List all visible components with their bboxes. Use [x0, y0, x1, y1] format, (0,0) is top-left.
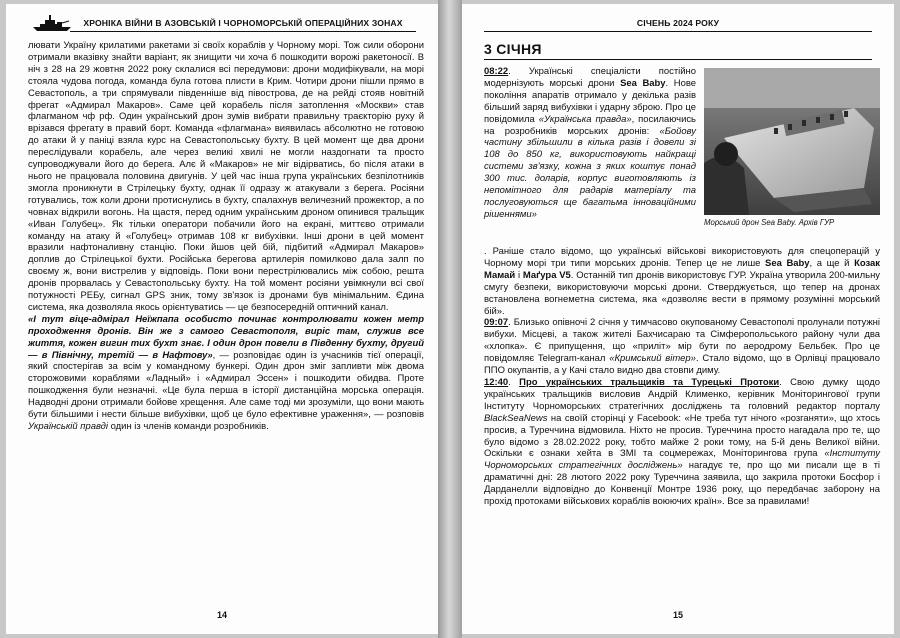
drone-name: Sea Baby — [765, 257, 810, 269]
right-page — [462, 4, 894, 634]
source-name: «Інституту Чорноморських стратегічних досліджень» — [484, 448, 880, 472]
drone-photo-illustration — [704, 68, 880, 215]
page-number: 14 — [216, 610, 227, 620]
entries-continued — [484, 246, 880, 508]
source-name: «Українська правда» — [538, 113, 632, 125]
entry-0907: 09:07. Близько опівночі 2 січня у тимчасово окупованому Севастополі пролунали потужні вибухи. Місцеві, а також жителі Бахчисараю та Сімферопольського району чули два «хлопка». Є припущення, що «приліт» мір бути по аеродрому Бельбек. Про це повідомляє Telegram-канал «Кримський вітер». Стало відомо, що в Орлівці працювало ППО окупантів, а у Качі стало видно два стовпи диму. — [484, 317, 881, 377]
source-name: Українській правді — [28, 421, 108, 432]
entry-0822: 08:22. Українські спеціалісти постійно модернізують морські дрони Sea Baby. Нове покоління апаратів отримало у декілька разів більший заряд вибухівки і ударну зброю. Про це повідомила «Українська правда», посилаючись на розробників морських дронів: «Бойову частину збільшили в кілька разів і довели зі 108 до 850 кг, використовують найкращі системи зв'язку, кожна з яких коштує понад 300 тис. доларів, корпус виготовляють із непомітного для радарів матеріалу та послуговуються ще багатьма інноваційними рішеннями» — [484, 66, 696, 220]
section-header — [484, 40, 872, 60]
drone-name: Sea Baby — [620, 77, 666, 89]
drone-name: Маґура V5 — [522, 269, 571, 281]
timestamp: 12:40 — [484, 376, 509, 388]
section-title: 3 СІЧНЯ — [484, 41, 542, 57]
running-head: ХРОНІКА ВІЙНИ В АЗОВСЬКІЙ І ЧОРНОМОРСЬКІЙ ОПЕРАЦІЙНИХ ЗОНАХ — [70, 16, 416, 32]
timestamp: 08:22 — [484, 66, 509, 77]
entry-1240: 12:40. Про українських тральщиків та Турецькі Протоки. Свою думку щодо українських тральщиків висловив Андрій Клименко, керівник Моніторингової групи Інституту Чорноморських стратегічних досліджень та головний редактор порталу BlackSeaNews на своїй сторінці у Facebook: «Не треба тут нічого «розганяти», що хтось просив, а Туреччина відмовила. Ніхто не просив. Туреччина просто нагадала про те, що було відомо з 28.02.2022 року, тобто майже 2 роки тому, на 5-й день Великої війни. Оскільки є ознаки хейта в ЗМІ та соцмережах, Моніторингова група «Інституту Чорноморських стратегічних досліджень» нагадує те, про що ми писали ще в ті драматичні дні: 28 лютого 2022 року Туреччина заявила, що закрила протоки Босфор і Дарданелли відповідно до Конвенції Монтре 1936 року, що передбачає заборону на прохід протоками військових кораблів воюючих країн». Все за правилами! — [484, 376, 880, 508]
quote: «Бойову частину збільшили в кілька разів і довели зі 108 до 850 кг, використовують найкращі системи зв'язку, кожна з яких коштує понад 300 тис. доларів, корпус виготовляють із непомітного для радарів матеріалу та послуговуються ще багатьма інноваційними рішеннями» — [484, 125, 696, 220]
drone-name: Козак Мамай — [484, 257, 881, 281]
entry-title: Про українських тральщиків та Турецькі Протоки — [519, 376, 780, 388]
paragraph: лювати Україну крилатими ракетами зі своїх кораблів у Чорному морі. Тож сили оборони отримали вказівку знайти варіант, як знищити чи хоча б пошкодити ворожі ракетоносії. В ніч з 28 на 29 жовтня 2022 року склалися всі передумови: дрони модифікували, на морі стояла чудова погода, команда була готова плисти в Крим. Чотири дрони пішли прямо в Севастополь, а три спрямували південніше від півострова, де на рейді стояв новітній фрегат «Адмирал Макаров». Саме цей корабель після затоплення «Москви» став флагманом чф рф. Один український дрон зумів вибрати правильну траєкторію руху й врізався фрегату в правий борт. Команда «флагмана» виявилась абсолютно не готовою до атаки й у паніці взяла курс на Севастопольську бухту. В цей момент ще два дрони переслідували корабель, але через великі хвилі не могли наздогнати та просто супроводжували його до берега. Алє й «Макаров» не міг відірватись, бо після атаки в нього не працювала половина двигунів. У цей час інша група українських безпілотників змогла проникнути в Стрілецьку бухту, однак її одразу ж атакували з берега. Росіяни готувались, тож коли дрони протиснулись в бухту, спалахнув величезний прожектор, а по човнах відкрили вогонь. На щастя, перед одним українським дроном опинився тральщик «Иван Голубец». Як тільки оператори побачили його на екрані, миттєво отримали команду на атаку й «Голубец» отримав 108 кг вибухівки. Інші дрони в цей момент вразили нафтоналивну станцію. Поки йшов цей бій, підбитий «Адмирал Макаров» доплив до Стрілецької бухти. Російська берегова артилерія помилково дала залп по своєму ж, вони вистрелив у відповідь. Поки вони перестрілювались між собою, решта дронів прорвалась у Севастопольську бухту. На той момент росіяни увімкнули всі свої потужності РЕБу, сигнал GPS зник, тому зв'язок із дронами був мінімальним. Єдина система, яка дозволяла якось орієнтуватись — це безпосередній оптичний канал. — [28, 40, 424, 313]
book-spine — [438, 0, 462, 638]
sea-baby-drone-photo — [704, 68, 880, 215]
photo-caption: Морський дрон Sea Baby. Архів ГУР — [704, 218, 835, 227]
running-head: СІЧЕНЬ 2024 РОКУ — [484, 16, 872, 32]
paragraph: «І тут віце-адмірал Неїжпапа особисто починає контролювати кожен метр проходження дронів. Він же з самого Севастополя, виріс там, служив все життя, кожен вигин тих бухт знає. І один дрон повели в Південну бухту, другий — в Північну, третій — в Нафтову», — розповідає один із учасників тієї операції, який спостерігав за всім у командному бункері. Один дрон зміг запливти між двома сторожовими кораблями «Ладный» і «Адмирал Эссен» і пошкодити обидва. Проте пошкодження були незначні. «Це була перша в історії дистанційна морська операція. Надводні дрони отримали бойове хрещення. Але саме тоді ми зрозуміли, що вони мають бути більшими і нести більше вибухівки, щоб це було ефективне ураження», — розповів Українській правді один із членів команди розробників. — [28, 313, 424, 432]
timestamp: 09:07 — [484, 317, 509, 329]
warship-icon — [32, 14, 72, 32]
quote: «І тут віце-адмірал Неїжпапа особисто починає контролювати кожен метр проходження дронів. Він же з самого Севастополя, виріс там, служив все життя, кожен вигин тих бухт знає. І один дрон повели в Південну бухту, другий — в Північну, третій — в Нафтову» — [28, 313, 424, 361]
body-text — [28, 40, 424, 433]
portal-name: BlackSeaNews — [484, 412, 548, 424]
entry-0822-continued: . Раніше стало відомо, що українські військові використовують для спецоперацій у Чорному морі три типи морських дронів. Тепер це не лише Sea Baby, а ще й Козак Мамай і Маґура V5. Останній тип дронів використовує ГУР. Україна утворила 200-мильну смугу безпеки, використовуючи морські дрони. Стверджується, що тепер на дронах встановлена вогнеметна система, яка «дозволяє вести в прямому розумінні морський бій». — [484, 246, 881, 317]
page-number: 15 — [672, 610, 683, 620]
source-name: «Кримський вітер» — [609, 353, 696, 365]
left-page — [6, 4, 438, 634]
